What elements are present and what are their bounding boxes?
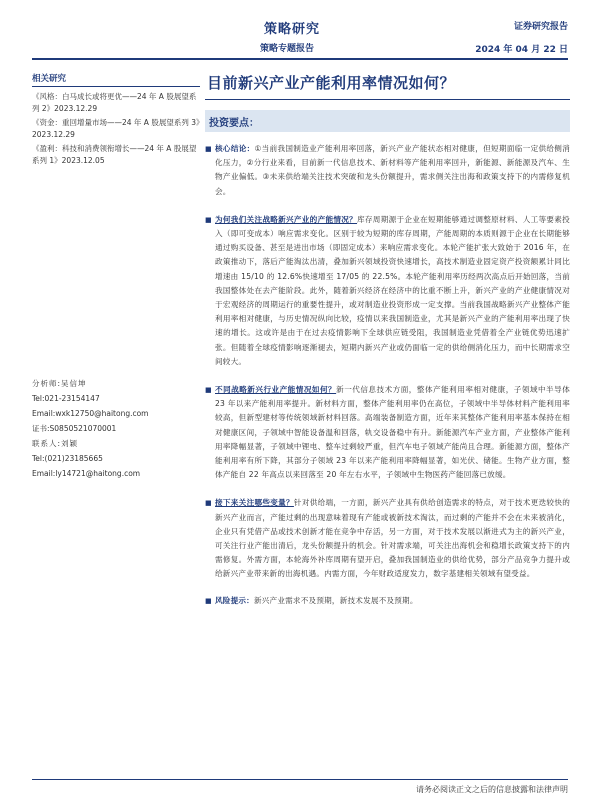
bullet-icon: ■ — [205, 596, 212, 605]
header-divider — [32, 58, 568, 60]
contact-tel: Tel:(021)23185665 — [32, 454, 103, 463]
section-text: 库存周期源于企业在短期能够通过调整原材料、人工等要素投入（即可变成本）响应需求变化。区别于较为短期的库存周期，产能周期的本质则源于企业在长期能够通过购买设备、甚至是进出市场（即固定成本）来响应需求变化。本轮产能扩张大致始于 2016 年，在政策推动下，落后产能淘汰出清，叠加新兴领域投资快速增长，高技术制造业固定资产投资额累计同比增速由 15/10 的 12.6%快速增至 17/05 的 22.5%。本轮产能利用率历经两次高点后开始回落，当前我国整体处在去产能阶段。此外，随着新兴经济在经济中的比重不断上升，新兴产业的产业健康情况对于宏观经济的周期运行的重要性提升，或对制造业投资形成一定支撑。当前我国战略新兴产业整体产能利用率相对健康，与历史情况纵向比较，疫情以来我国制造业，尤其是新兴产业的产能利用率出现了快速的增长。这或许是由于在过去疫情影响下全球供应链受阻，我国制造业凭借着全产业链优势迅速扩张。但随着全球疫情影响逐渐褪去，短期内新兴产业或仍面临一定的供给侧消化压力，而中长期需求空间较大。 — [215, 214, 570, 366]
section-text: 针对供给端，一方面，新兴产业具有供给创造需求的特点，对于技术更迭较快的新兴产业而言，产能过剩的出现意味着现有产能或被新技术淘汰，而过剩的产能并不会在未来被消化，企业只有凭借产品或技术创新才能在竞争中存活，另一方面，对于技术发展以渐进式为主的新兴产业，可关注行业产能出清后，龙头份额提升的机会。针对需求端，可关注出海机会和稳增长政策支持下的内需修复。外需方面，本轮海外补库周期有望开启，叠加我国制造业的供给优势，部分产品竞争力提升或给新兴产业带来新的出海机遇。内需方面，今年财政适度发力，数字基建相关领域有望受益。 — [215, 498, 571, 579]
section-paragraph — [215, 213, 570, 369]
key-points-banner — [205, 110, 570, 132]
section-risk — [205, 594, 570, 608]
bullet-icon: ■ — [205, 145, 212, 153]
section-text: 新兴产业需求不及预期，新技术发展不及预期。 — [253, 595, 418, 605]
section-lead: 不同战略新兴行业产能情况如何？ — [215, 385, 337, 395]
related-item[interactable]: 《风格：白马成长或将更优——24 年 A 股展望系列 2》2023.12.29 — [32, 92, 197, 113]
analyst-email[interactable]: Email:wxk12750@haitong.com — [32, 409, 149, 418]
bullet-icon: ■ — [205, 215, 212, 224]
section-paragraph — [215, 142, 570, 199]
report-title: 目前新兴产业产能利用率情况如何？ — [207, 74, 456, 92]
disclaimer-note: 请务必阅读正文之后的信息披露和法律声明 — [416, 785, 568, 794]
main-content — [205, 72, 570, 608]
bullet-icon: ■ — [205, 499, 212, 508]
section-paragraph — [215, 383, 570, 482]
report-series: 策略专题报告 — [260, 44, 315, 54]
footer-divider — [32, 779, 568, 780]
section-variables — [205, 496, 570, 581]
related-item[interactable]: 《盈利：科技和消费领衔增长——24 年 A 股展望系列 1》2023.12.05 — [32, 144, 197, 165]
contact-email[interactable]: Email:ly14721@haitong.com — [32, 469, 141, 478]
analyst-certificate: 证书:S0850521070001 — [32, 424, 117, 433]
analyst-contacts — [32, 376, 200, 481]
section-lead: 核心结论： — [215, 144, 255, 153]
section-paragraph — [215, 594, 418, 608]
section-core-conclusion — [205, 142, 570, 199]
section-paragraph — [215, 496, 570, 581]
section-text: ①当前我国制造业产能利用率回落，新兴产业产能状态相对健康，但短期面临一定供给侧消化压力，②分行业来看，目前新一代信息技术、新材料等产能利用率回升，新能源、新能源及汽车、生物产业偏低。③未来供给端关注技术突破和龙头份额提升，需求侧关注出海和政策支持下的内需修复机会。 — [215, 144, 570, 196]
section-why-focus — [205, 213, 570, 369]
section-lead: 接下来关注哪些变量？ — [215, 498, 294, 508]
section-lead: 风险提示： — [215, 595, 254, 605]
key-points-label: 投资要点： — [209, 117, 259, 129]
sidebar — [32, 72, 200, 169]
related-research-title: 相关研究 — [32, 72, 200, 87]
section-lead: 为何我们关注战略新兴产业的产能情况？ — [215, 214, 358, 224]
bullet-icon: ■ — [205, 386, 212, 395]
report-type: 证券研究报告 — [513, 22, 568, 32]
analyst-tel: Tel:021-23154147 — [32, 394, 100, 403]
title-divider — [205, 99, 570, 100]
section-text: 新一代信息技术方面，整体产能利用率相对健康，子领域中半导体 23 年以来产能利用率提升。新材料方面，整体产能利用率仍在高位，子领域中半导体材料产能利用率较高，但新型建材等传统领域新材料回落。高端装备制造方面，近年来其整体产能利用率基本保持在相对健康区间，子领域中智能设备温和回落，轨交设备稳中有升。新能源汽车产业方面，产业整体产能利用率降幅显著，子领域中锂电、整车过剩较严重，但汽车电子领域产能尚且合理。新能源方面，整体产能利用率有所下降，其部分子领域 23 年以来产能利用率降幅显著，如光伏、储能。生物产业方面，整体产能自 22 年高点以来回落至 20 年左右水平，子领域中生物医药产能回落已放缓。 — [215, 385, 571, 480]
brand-title: 策略研究 — [264, 22, 321, 37]
related-item[interactable]: 《资金：重回增量市场——24 年 A 股展望系列 3》2023.12.29 — [32, 118, 200, 139]
contact-name: 联系人:刘颖 — [32, 439, 79, 448]
section-by-industry — [205, 383, 570, 482]
analyst-name: 分析师:吴信坤 — [32, 379, 87, 388]
report-date: 2024 年 04 月 22 日 — [475, 45, 568, 55]
